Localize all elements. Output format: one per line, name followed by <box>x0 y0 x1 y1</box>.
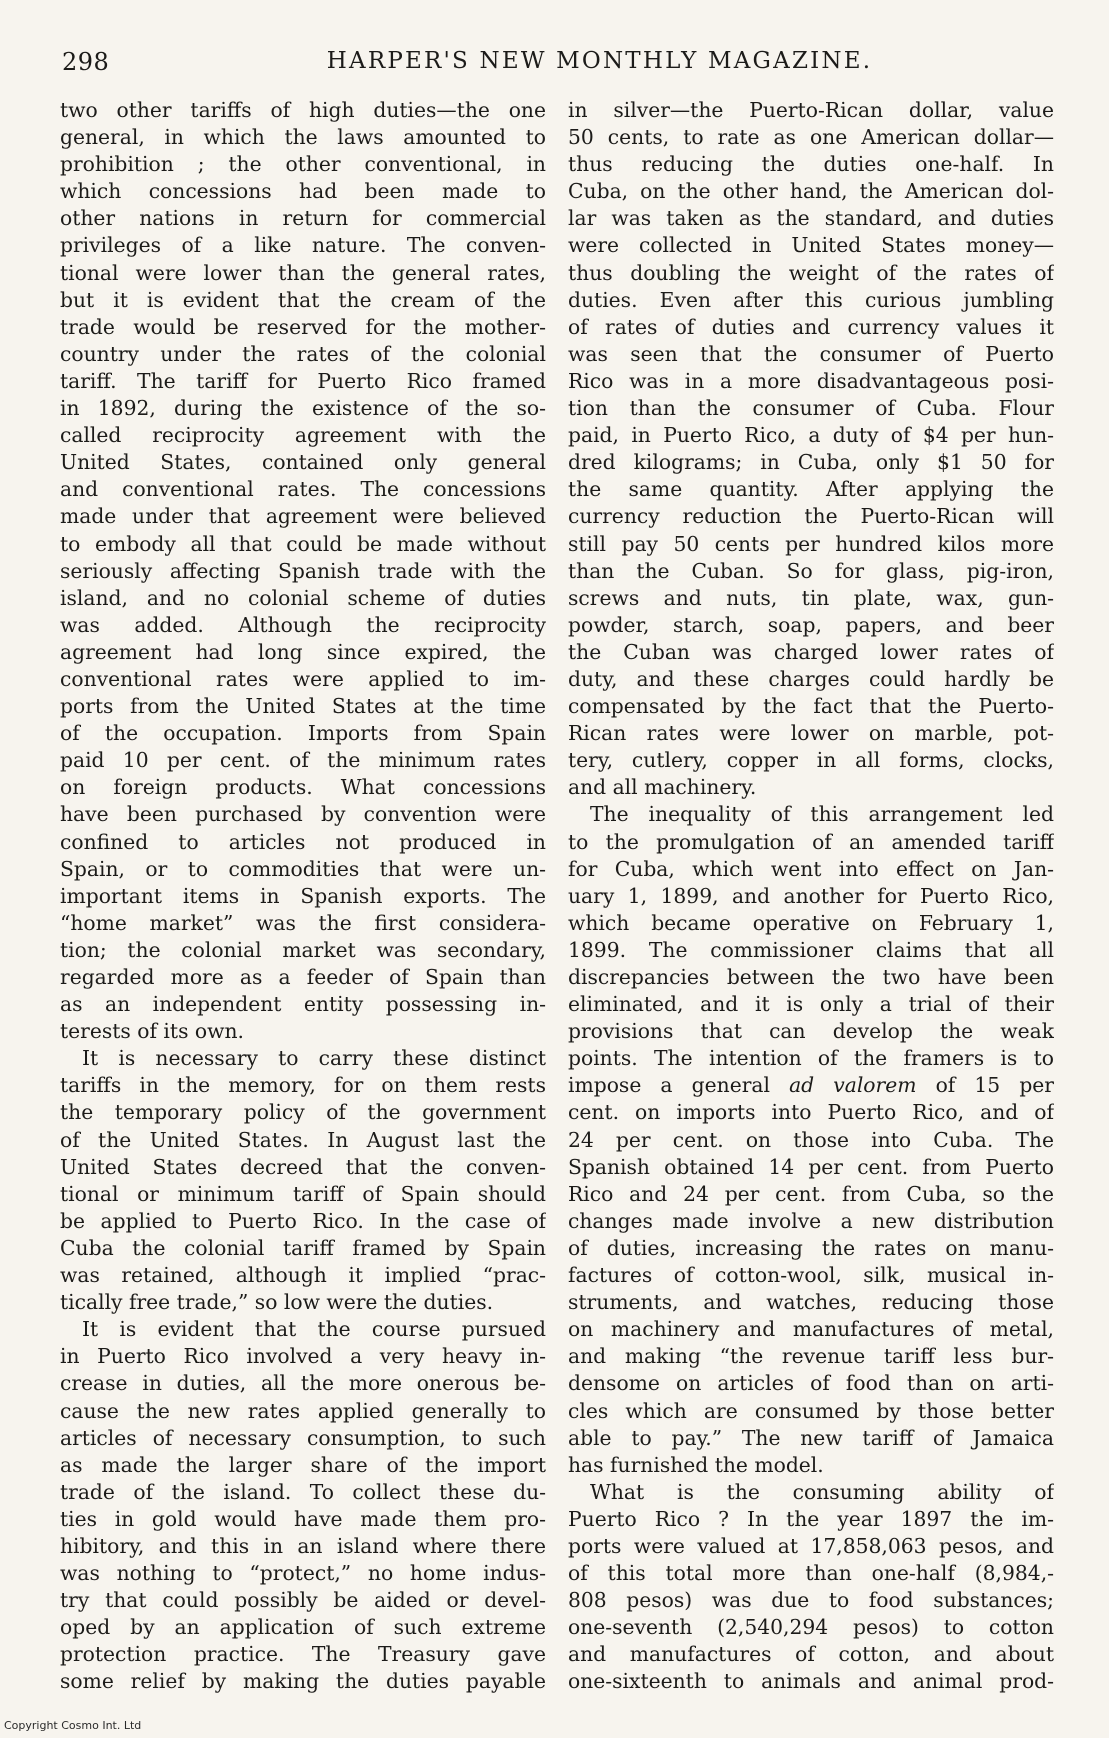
text-line: oped by an application of such extreme <box>60 1615 546 1640</box>
text-line: Rico was in a more disadvantageous posi- <box>568 368 1054 393</box>
text-line: general, in which the laws amounted to <box>60 125 546 150</box>
text-line: of duties, increasing the rates on manu- <box>568 1235 1054 1260</box>
text-line: Spanish obtained 14 per cent. from Puerto <box>568 1154 1054 1179</box>
text-line: ports from the United States at the time <box>60 694 546 719</box>
text-line: terests of its own. <box>60 1019 244 1044</box>
text-line: tion; the colonial market was secondary, <box>60 937 546 962</box>
running-head: HARPER'S NEW MONTHLY MAGAZINE. <box>326 48 873 74</box>
text-line: Rican rates were lower on marble, pot- <box>568 721 1054 746</box>
text-line: tically free trade,” so low were the duties. <box>60 1290 494 1315</box>
text-line: ports were valued at 17,858,063 pesos, and <box>568 1533 1054 1558</box>
text-line: ties in gold would have made them pro- <box>60 1506 546 1531</box>
text-line: of rates of duties and currency values it <box>568 314 1054 339</box>
text-line: for Cuba, which went into effect on Jan- <box>568 856 1054 881</box>
text-line: Cuba the colonial tariff framed by Spain <box>60 1235 546 1260</box>
text-line: two other tariffs of high duties—the one <box>60 98 546 122</box>
text-line: It is necessary to carry these distinct <box>82 1046 546 1071</box>
text-line: regarded more as a feeder of Spain than <box>60 965 546 989</box>
text-line: confined to articles not produced in <box>60 829 546 854</box>
text-line: in 1892, during the existence of the so- <box>60 396 546 421</box>
text-line: articles of necessary consumption, to such <box>60 1425 546 1450</box>
text-line: currency reduction the Puerto-Rican will <box>568 504 1054 529</box>
text-line: which concessions had been made to <box>60 179 546 204</box>
text-line: the temporary policy of the government <box>60 1100 546 1125</box>
text-line: It is evident that the course pursued <box>82 1317 546 1342</box>
text-line: conventional rates were applied to im- <box>60 666 546 691</box>
text-line: one-seventh (2,540,294 pesos) to cotton <box>568 1615 1054 1640</box>
text-line: be applied to Puerto Rico. In the case of <box>60 1208 546 1233</box>
text-line: duties. Even after this curious jumbling <box>568 287 1054 312</box>
text-line: cles which are consumed by those better <box>568 1398 1054 1423</box>
text-line: as made the larger share of the import <box>60 1452 546 1477</box>
text-line: still pay 50 cents per hundred kilos more <box>568 531 1054 556</box>
text-line: able to pay.” The new tariff of Jamaica <box>568 1425 1054 1450</box>
text-line: of the occupation. Imports from Spain <box>60 721 546 746</box>
text-line: Cuba, on the other hand, the American dol- <box>568 179 1054 204</box>
text-line: compensated by the fact that the Puerto- <box>568 694 1054 719</box>
text-line: eliminated, and it is only a trial of their <box>568 992 1054 1017</box>
text-line: lar was taken as the standard, and duties <box>568 206 1054 231</box>
text-line: in silver—the Puerto-Rican dollar, value <box>568 98 1054 122</box>
text-line: densome on articles of food than on arti- <box>568 1371 1054 1396</box>
text-line: discrepancies between the two have been <box>568 965 1054 989</box>
text-line: cause the new rates applied generally to <box>60 1398 546 1423</box>
right-column <box>568 97 1054 1696</box>
text-line: The inequality of this arrangement led <box>590 802 1054 827</box>
text-line: than the Cuban. So for glass, pig-iron, <box>568 558 1054 583</box>
text-line: the Cuban was charged lower rates of <box>568 639 1054 664</box>
text-line: “home market” was the first considera- <box>60 910 546 935</box>
text-line: powder, starch, soap, papers, and beer <box>568 612 1054 637</box>
page-number: 298 <box>62 48 110 76</box>
text-line: thus reducing the duties one-half. In <box>568 152 1054 177</box>
text-line: tariff. The tariff for Puerto Rico framed <box>60 368 546 393</box>
text-line: called reciprocity agreement with the <box>60 423 546 448</box>
text-line: tional were lower than the general rates, <box>60 260 546 285</box>
text-line: paid 10 per cent. of the minimum rates <box>60 748 546 773</box>
text-line: factures of cotton-wool, silk, musical in- <box>568 1263 1054 1288</box>
text-line: to embody all that could be made without <box>60 531 546 556</box>
text-line: tion than the consumer of Cuba. Flour <box>568 396 1054 421</box>
text-line: the same quantity. After applying the <box>568 477 1054 502</box>
text-line: Puerto Rico ? In the year 1897 the im- <box>568 1506 1054 1531</box>
text-line: and all machinery. <box>568 775 757 800</box>
text-line: cent. on imports into Puerto Rico, and of <box>568 1100 1054 1125</box>
text-line: try that could possibly be aided or devel- <box>60 1588 546 1613</box>
text-line: 1899. The commissioner claims that all <box>568 937 1054 962</box>
text-line: 24 per cent. on those into Cuba. The <box>568 1127 1054 1152</box>
text-line: have been purchased by convention were <box>60 802 546 827</box>
text-line: United States decreed that the conven- <box>60 1154 546 1179</box>
text-line: changes made involve a new distribution <box>568 1208 1054 1233</box>
text-line: Spain, or to commodities that were un- <box>60 856 546 881</box>
text-line: Rico and 24 per cent. from Cuba, so the <box>568 1181 1054 1206</box>
text-line: screws and nuts, tin plate, wax, gun- <box>568 585 1054 610</box>
text-line: crease in duties, all the more onerous be- <box>60 1371 546 1396</box>
text-line: was seen that the consumer of Puerto <box>568 341 1054 366</box>
text-line: and manufactures of cotton, and about <box>568 1642 1054 1667</box>
text-line: protection practice. The Treasury gave <box>60 1642 546 1667</box>
text-line: island, and no colonial scheme of duties <box>60 585 546 610</box>
text-line: dred kilograms; in Cuba, only $1 50 for <box>568 450 1054 475</box>
text-line: in Puerto Rico involved a very heavy in- <box>60 1344 546 1369</box>
text-line: What is the consuming ability of <box>590 1479 1054 1504</box>
text-line: one-sixteenth to animals and animal prod- <box>568 1669 1054 1694</box>
text-line: agreement had long since expired, the <box>60 639 546 664</box>
text-line: as an independent entity possessing in- <box>60 992 546 1017</box>
text-line: hibitory, and this in an island where there <box>60 1533 546 1558</box>
text-line: and making “the revenue tariff less bur- <box>568 1344 1054 1369</box>
text-line: tional or minimum tariff of Spain should <box>60 1181 546 1206</box>
text-line: prohibition ; the other conventional, in <box>60 152 546 177</box>
text-line: uary 1, 1899, and another for Puerto Rico, <box>568 883 1054 908</box>
text-line: privileges of a like nature. The conven- <box>60 233 546 258</box>
text-line: points. The intention of the framers is to <box>568 1046 1054 1071</box>
text-line: thus doubling the weight of the rates of <box>568 260 1054 285</box>
text-line: provisions that can develop the weak <box>568 1019 1054 1044</box>
text-line: United States, contained only general <box>60 450 546 475</box>
text-line: seriously affecting Spanish trade with the <box>60 558 546 583</box>
text-line: to the promulgation of an amended tariff <box>568 829 1054 854</box>
text-line: was nothing to “protect,” no home indus- <box>60 1561 546 1586</box>
text-line: paid, in Puerto Rico, a duty of $4 per hun- <box>568 423 1054 448</box>
text-line: has furnished the model. <box>568 1452 824 1477</box>
text-line: trade would be reserved for the mother- <box>60 314 546 339</box>
text-line: important items in Spanish exports. The <box>60 883 546 908</box>
text-line: tariffs in the memory, for on them rests <box>60 1073 546 1098</box>
text-line: country under the rates of the colonial <box>60 341 546 366</box>
text-line: which became operative on February 1, <box>568 910 1054 935</box>
copyright-notice: Copyright Cosmo Int. Ltd <box>4 1719 142 1732</box>
text-line: some relief by making the duties payable <box>60 1669 546 1694</box>
text-line: but it is evident that the cream of the <box>60 287 546 312</box>
text-line: tery, cutlery, copper in all forms, clocks, <box>568 748 1054 773</box>
text-line: other nations in return for commercial <box>60 206 546 231</box>
text-line: and conventional rates. The concessions <box>60 477 546 502</box>
text-line: struments, and watches, reducing those <box>568 1290 1054 1315</box>
text-line: on machinery and manufactures of metal, <box>568 1317 1054 1342</box>
text-line: duty, and these charges could hardly be <box>568 666 1054 691</box>
text-line: was retained, although it implied “prac- <box>60 1263 546 1288</box>
text-line: made under that agreement were believed <box>60 504 546 529</box>
text-line: of this total more than one-half (8,984,- <box>568 1561 1054 1586</box>
text-line: trade of the island. To collect these du- <box>60 1479 546 1504</box>
text-line: were collected in United States money— <box>568 233 1054 258</box>
text-line: of the United States. In August last the <box>60 1127 546 1152</box>
text-line: on foreign products. What concessions <box>60 775 546 800</box>
text-line: was added. Although the reciprocity <box>60 612 546 637</box>
text-line: impose a general ad valorem of 15 per <box>568 1073 1054 1098</box>
text-line: 50 cents, to rate as one American dollar— <box>568 125 1054 150</box>
left-column <box>60 97 546 1696</box>
text-line: 808 pesos) was due to food substances; <box>568 1588 1054 1613</box>
